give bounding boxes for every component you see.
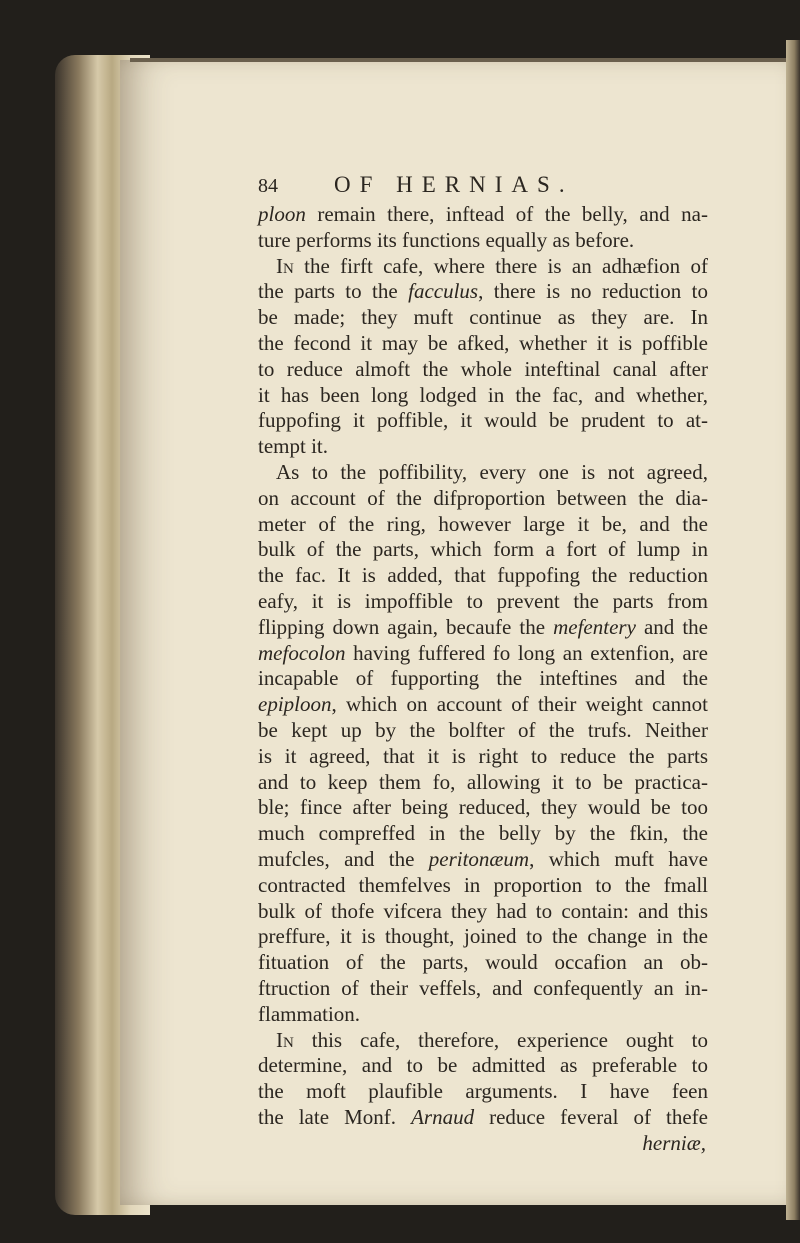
text-line [258, 770, 708, 796]
text-line [258, 924, 708, 950]
text-run: determine, and to be admitted as preferable to [258, 1053, 708, 1078]
page-header [258, 172, 708, 202]
text-run: fuppofing it poffible, it would be prudent to at- [258, 408, 708, 433]
italic-term: ploon [258, 202, 306, 226]
text-run: ftruction of their veffels, and confequently an in- [258, 975, 708, 1000]
text-run: the fac. It is added, that fuppofing the reduction [258, 563, 708, 588]
text-run: ble; fince after being reduced, they would be too [258, 795, 708, 820]
text-run: be made; they muft continue as they are. In [258, 305, 708, 330]
text-run: it has been long lodged in the fac, and whether, [258, 382, 708, 407]
text-line [258, 1002, 708, 1028]
text-line [258, 305, 708, 331]
text-line [258, 563, 708, 589]
text-run: fituation of the parts, would occafion an ob- [258, 950, 708, 975]
text-line [258, 279, 708, 305]
text-line [258, 202, 708, 228]
text-run: be kept up by the bolfter of the trufs. Neither [258, 717, 708, 742]
text-line [258, 692, 708, 718]
text-line [258, 434, 708, 460]
text-run: much compreffed in the belly by the fkin, the [258, 821, 708, 846]
text-run: to reduce almoft the whole inteftinal canal after [258, 356, 708, 381]
text-run: this cafe, therefore, experience ought to [293, 1027, 708, 1052]
text-run: eafy, it is impoffible to prevent the parts from [258, 588, 708, 613]
text-line [258, 641, 708, 667]
text-line [258, 899, 708, 925]
text-run: is it agreed, that it is right to reduce the parts [258, 743, 708, 768]
text-run: tempt it. [258, 434, 328, 459]
text-line [258, 331, 708, 357]
text-run: As to the poffibility, every one is not agreed, [276, 459, 708, 484]
text-run: , which muft have [529, 846, 709, 871]
text-line [258, 512, 708, 538]
text-line [258, 1053, 708, 1079]
text-line [258, 821, 708, 847]
text-run: the late Monf. [258, 1104, 412, 1129]
text-line [258, 744, 708, 770]
text-run: contracted themfelves in proportion to the fmall [258, 872, 708, 897]
text-line [258, 537, 708, 563]
text-run: bulk of thofe vifcera they had to contain: and this [258, 898, 708, 923]
text-line [258, 383, 708, 409]
text-run: reduce feveral of thefe [474, 1104, 708, 1129]
text-line [258, 873, 708, 899]
running-title: OF HERNIAS. [334, 172, 574, 197]
text-run: incapable of fupporting the inteftines and the [258, 666, 708, 691]
text-run: meter of the ring, however large it be, and the [258, 511, 708, 536]
text-run: remain there, inftead of the belly, and na- [305, 202, 708, 226]
text-line [258, 408, 708, 434]
text-line [258, 254, 708, 280]
text-run: flipping down again, becaufe the [258, 614, 554, 639]
text-line [258, 950, 708, 976]
page-fore-edge [786, 40, 800, 1220]
text-line [258, 718, 708, 744]
text-run: having fuffered fo long an extenfion, are [345, 640, 708, 665]
text-run: the firft cafe, where there is an adhæfion of [293, 253, 708, 278]
page-number: 84 [258, 175, 278, 197]
text-line [258, 847, 708, 873]
italic-term: facculus [408, 279, 479, 304]
text-run: and the [635, 614, 708, 639]
body-text [258, 202, 708, 1131]
text-run: In [276, 1027, 294, 1052]
text-line [258, 666, 708, 692]
text-line [258, 976, 708, 1002]
text-line [258, 486, 708, 512]
text-run: ture performs its functions equally as before. [258, 227, 635, 252]
italic-term: mefocolon [258, 640, 346, 665]
text-line [258, 460, 708, 486]
text-run: bulk of the parts, which form a fort of lump in [258, 537, 708, 562]
text-line [258, 1105, 708, 1131]
text-run: the moft plaufible arguments. I have feen [258, 1079, 708, 1104]
catchword-text: herniæ, [642, 1130, 706, 1155]
text-run: on account of the difproportion between the dia- [258, 485, 708, 510]
italic-term: peritonæum [428, 846, 530, 871]
text-run: mufcles, and the [258, 846, 429, 871]
text-run: , which on account of their weight cannot [331, 692, 708, 717]
text-line [258, 1028, 708, 1054]
text-line [258, 357, 708, 383]
text-run: , there is no reduction to [478, 279, 708, 304]
text-line [258, 228, 708, 254]
text-run: preffure, it is thought, joined to the change in the [258, 924, 708, 949]
text-run: and to keep them fo, allowing it to be practica- [258, 769, 708, 794]
text-run: In [276, 253, 294, 278]
text-line [258, 615, 708, 641]
text-line [258, 795, 708, 821]
text-run: flammation. [258, 1001, 361, 1026]
text-line [258, 1079, 708, 1105]
italic-term: mefentery [553, 614, 636, 639]
catchword [258, 1131, 708, 1157]
page-text-block [258, 172, 708, 1156]
page-top-edge [130, 58, 795, 62]
italic-term: epiploon [258, 692, 332, 717]
text-run: the parts to the [258, 279, 409, 304]
text-line [258, 589, 708, 615]
text-run: the fecond it may be afked, whether it is poffible [258, 330, 708, 355]
italic-term: Arnaud [411, 1104, 475, 1129]
